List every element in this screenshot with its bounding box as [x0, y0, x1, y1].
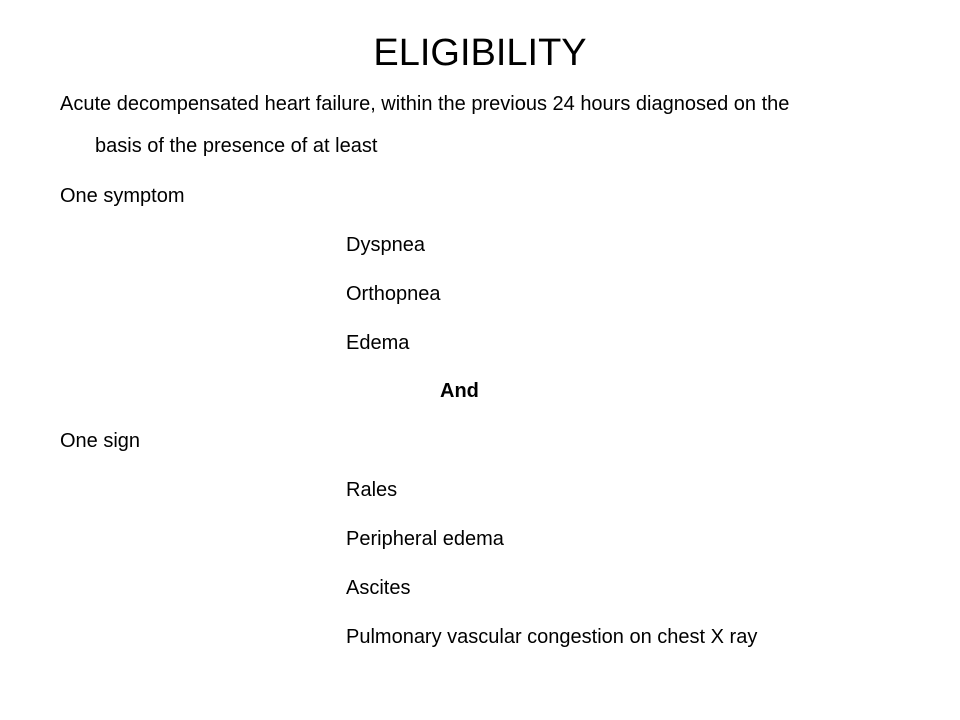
sign-heading: One sign [60, 430, 141, 452]
intro-line-1: Acute decompensated heart failure, within the previous 24 hours diagnosed on the [60, 93, 790, 115]
intro-line-2: basis of the presence of at least [95, 135, 378, 157]
slide-title: ELIGIBILITY [373, 32, 587, 74]
sign-item-peripheral-edema: Peripheral edema [346, 528, 504, 550]
symptom-item-dyspnea: Dyspnea [346, 234, 425, 256]
sign-item-pulmonary-congestion: Pulmonary vascular congestion on chest X ray [346, 626, 758, 648]
symptom-heading: One symptom [60, 185, 185, 207]
symptom-item-orthopnea: Orthopnea [346, 283, 441, 305]
sign-item-ascites: Ascites [346, 577, 411, 599]
sign-item-rales: Rales [346, 479, 398, 501]
connector-and: And [440, 380, 479, 402]
symptom-item-edema: Edema [346, 332, 410, 354]
